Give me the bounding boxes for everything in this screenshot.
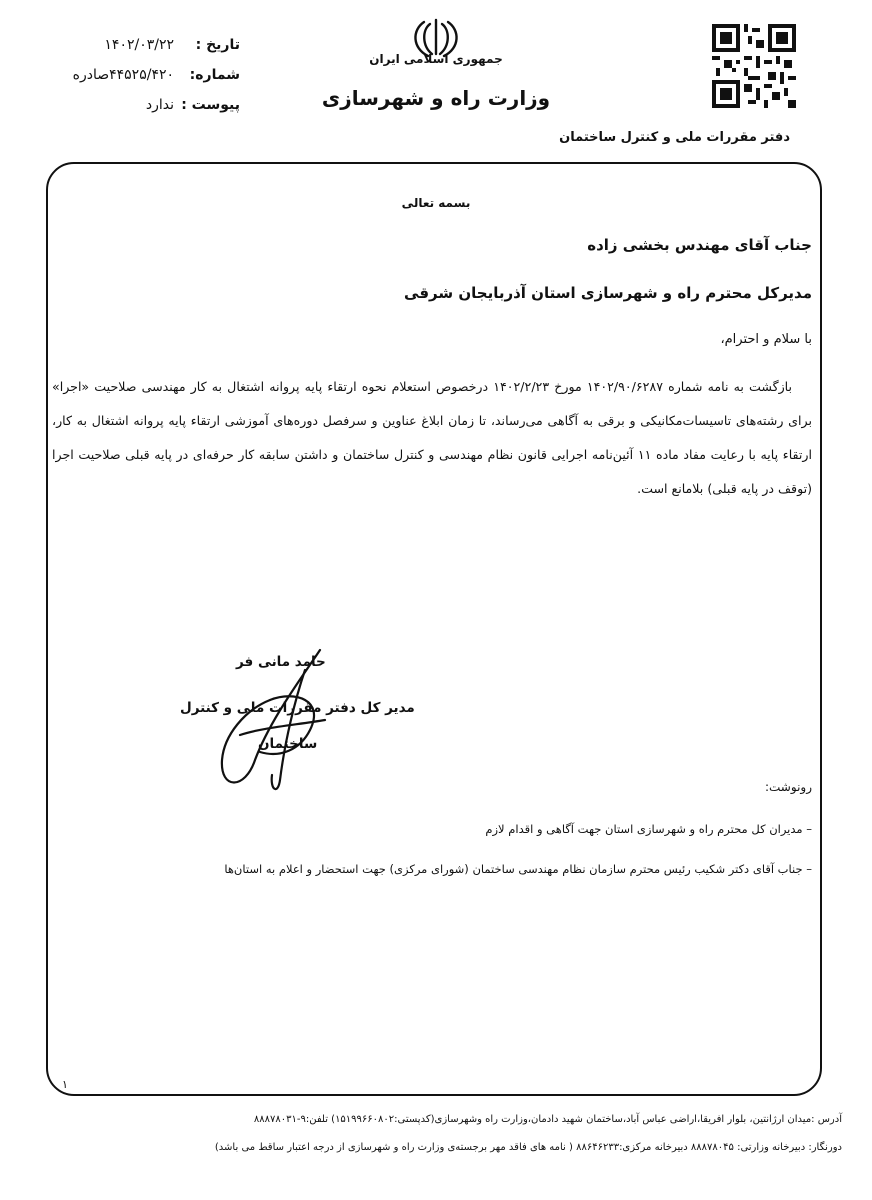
office-title: دفتر مقررات ملی و کنترل ساختمان (559, 130, 790, 145)
handwritten-signature (200, 640, 350, 800)
signer-name: حامد مانی فر (236, 654, 326, 670)
attachment-value: ندارد (145, 97, 174, 113)
attachment-row (30, 90, 240, 120)
number-row (30, 60, 240, 90)
cc-item: – جناب آقای دکتر شکیب رئیس محترم سازمان نظام مهندسی ساختمان (شورای مرکزی) جهت استحضار و اعلام به استان‌ها (224, 862, 812, 876)
number-value: ۴۴۵۲۵/۴۲۰صادره (72, 67, 174, 83)
attachment-label: پیوست : (181, 97, 240, 113)
letter-frame (46, 162, 822, 1096)
cc-item: – مدیران کل محترم راه و شهرسازی استان جهت آگاهی و اقدام لازم (485, 822, 812, 836)
ministry-title: وزارت راه و شهرسازی (321, 86, 551, 110)
footer-address: آدرس :میدان ارژانتین، بلوار افریقا،اراضی عباس آباد،ساختمان شهید دادمان،وزارت راه وشهرسازی(کدپستی:۱۵۱۹۹۶۶۰۸۰۲) تلفن:۹-۸۸۸۷۸۰۳۱ (253, 1114, 842, 1125)
date-row (30, 30, 240, 60)
addressee-name: جناب آقای مهندس بخشی زاده (587, 236, 812, 254)
addressee-title: مدیرکل محترم راه و شهرسازی استان آذربایجان شرقی (404, 284, 812, 302)
republic-title: جمهوری اسلامی ایران (369, 52, 503, 66)
greeting: با سلام و احترام، (720, 332, 812, 347)
cc-label: رونوشت: (764, 780, 812, 794)
letter-body-text: بازگشت به نامه شماره ۱۴۰۲/۹۰/۶۲۸۷ مورخ ۱۴۰۲/۲/۲۳ درخصوص استعلام نحوه ارتقاء پایه پروانه اشتغال به کار مهندسی صلاحیت «اجرا» برای رشته‌های تاسیسات‌مکانیکی و برقی به آگاهی می‌رساند، تا زمان ابلاغ عناوین و سرفصل دوره‌های آموزشی ارتقاء پایه پروانه اشتغال به کار، ارتقاء پایه با رعایت مفاد ماده ۱۱ آئین‌نامه اجرایی قانون نظام مهندسی و کنترل ساختمان و داشتن سابقه کار حرفه‌ای در پایه قبلی صلاحیت اجرا (توقف در پایه قبلی) بلامانع است. (52, 379, 812, 496)
letter-meta (30, 30, 240, 120)
qr-code-icon (712, 24, 796, 108)
signer-title: مدیر کل دفتر مقررات ملی و کنترل (180, 700, 415, 716)
footer-fax: دورنگار: دبیرخانه وزارتی: ۸۸۸۷۸۰۴۵ دبیرخانه مرکزی:۸۸۶۴۶۲۳۳ ( نامه های فاقد مهر برجسته‌ی وزارت راه و شهرسازی از درجه اعتبار ساقط می باشد) (214, 1142, 842, 1153)
letter-body (52, 370, 812, 506)
page-number: ۱ (62, 1078, 68, 1091)
date-label: تاریخ : (195, 37, 240, 53)
signer-title-continued: ساختمان (258, 736, 318, 752)
bismillah: بسمه تعالی (401, 196, 471, 210)
date-value: ۱۴۰۲/۰۳/۲۲ (104, 37, 174, 53)
number-label: شماره: (189, 67, 240, 83)
